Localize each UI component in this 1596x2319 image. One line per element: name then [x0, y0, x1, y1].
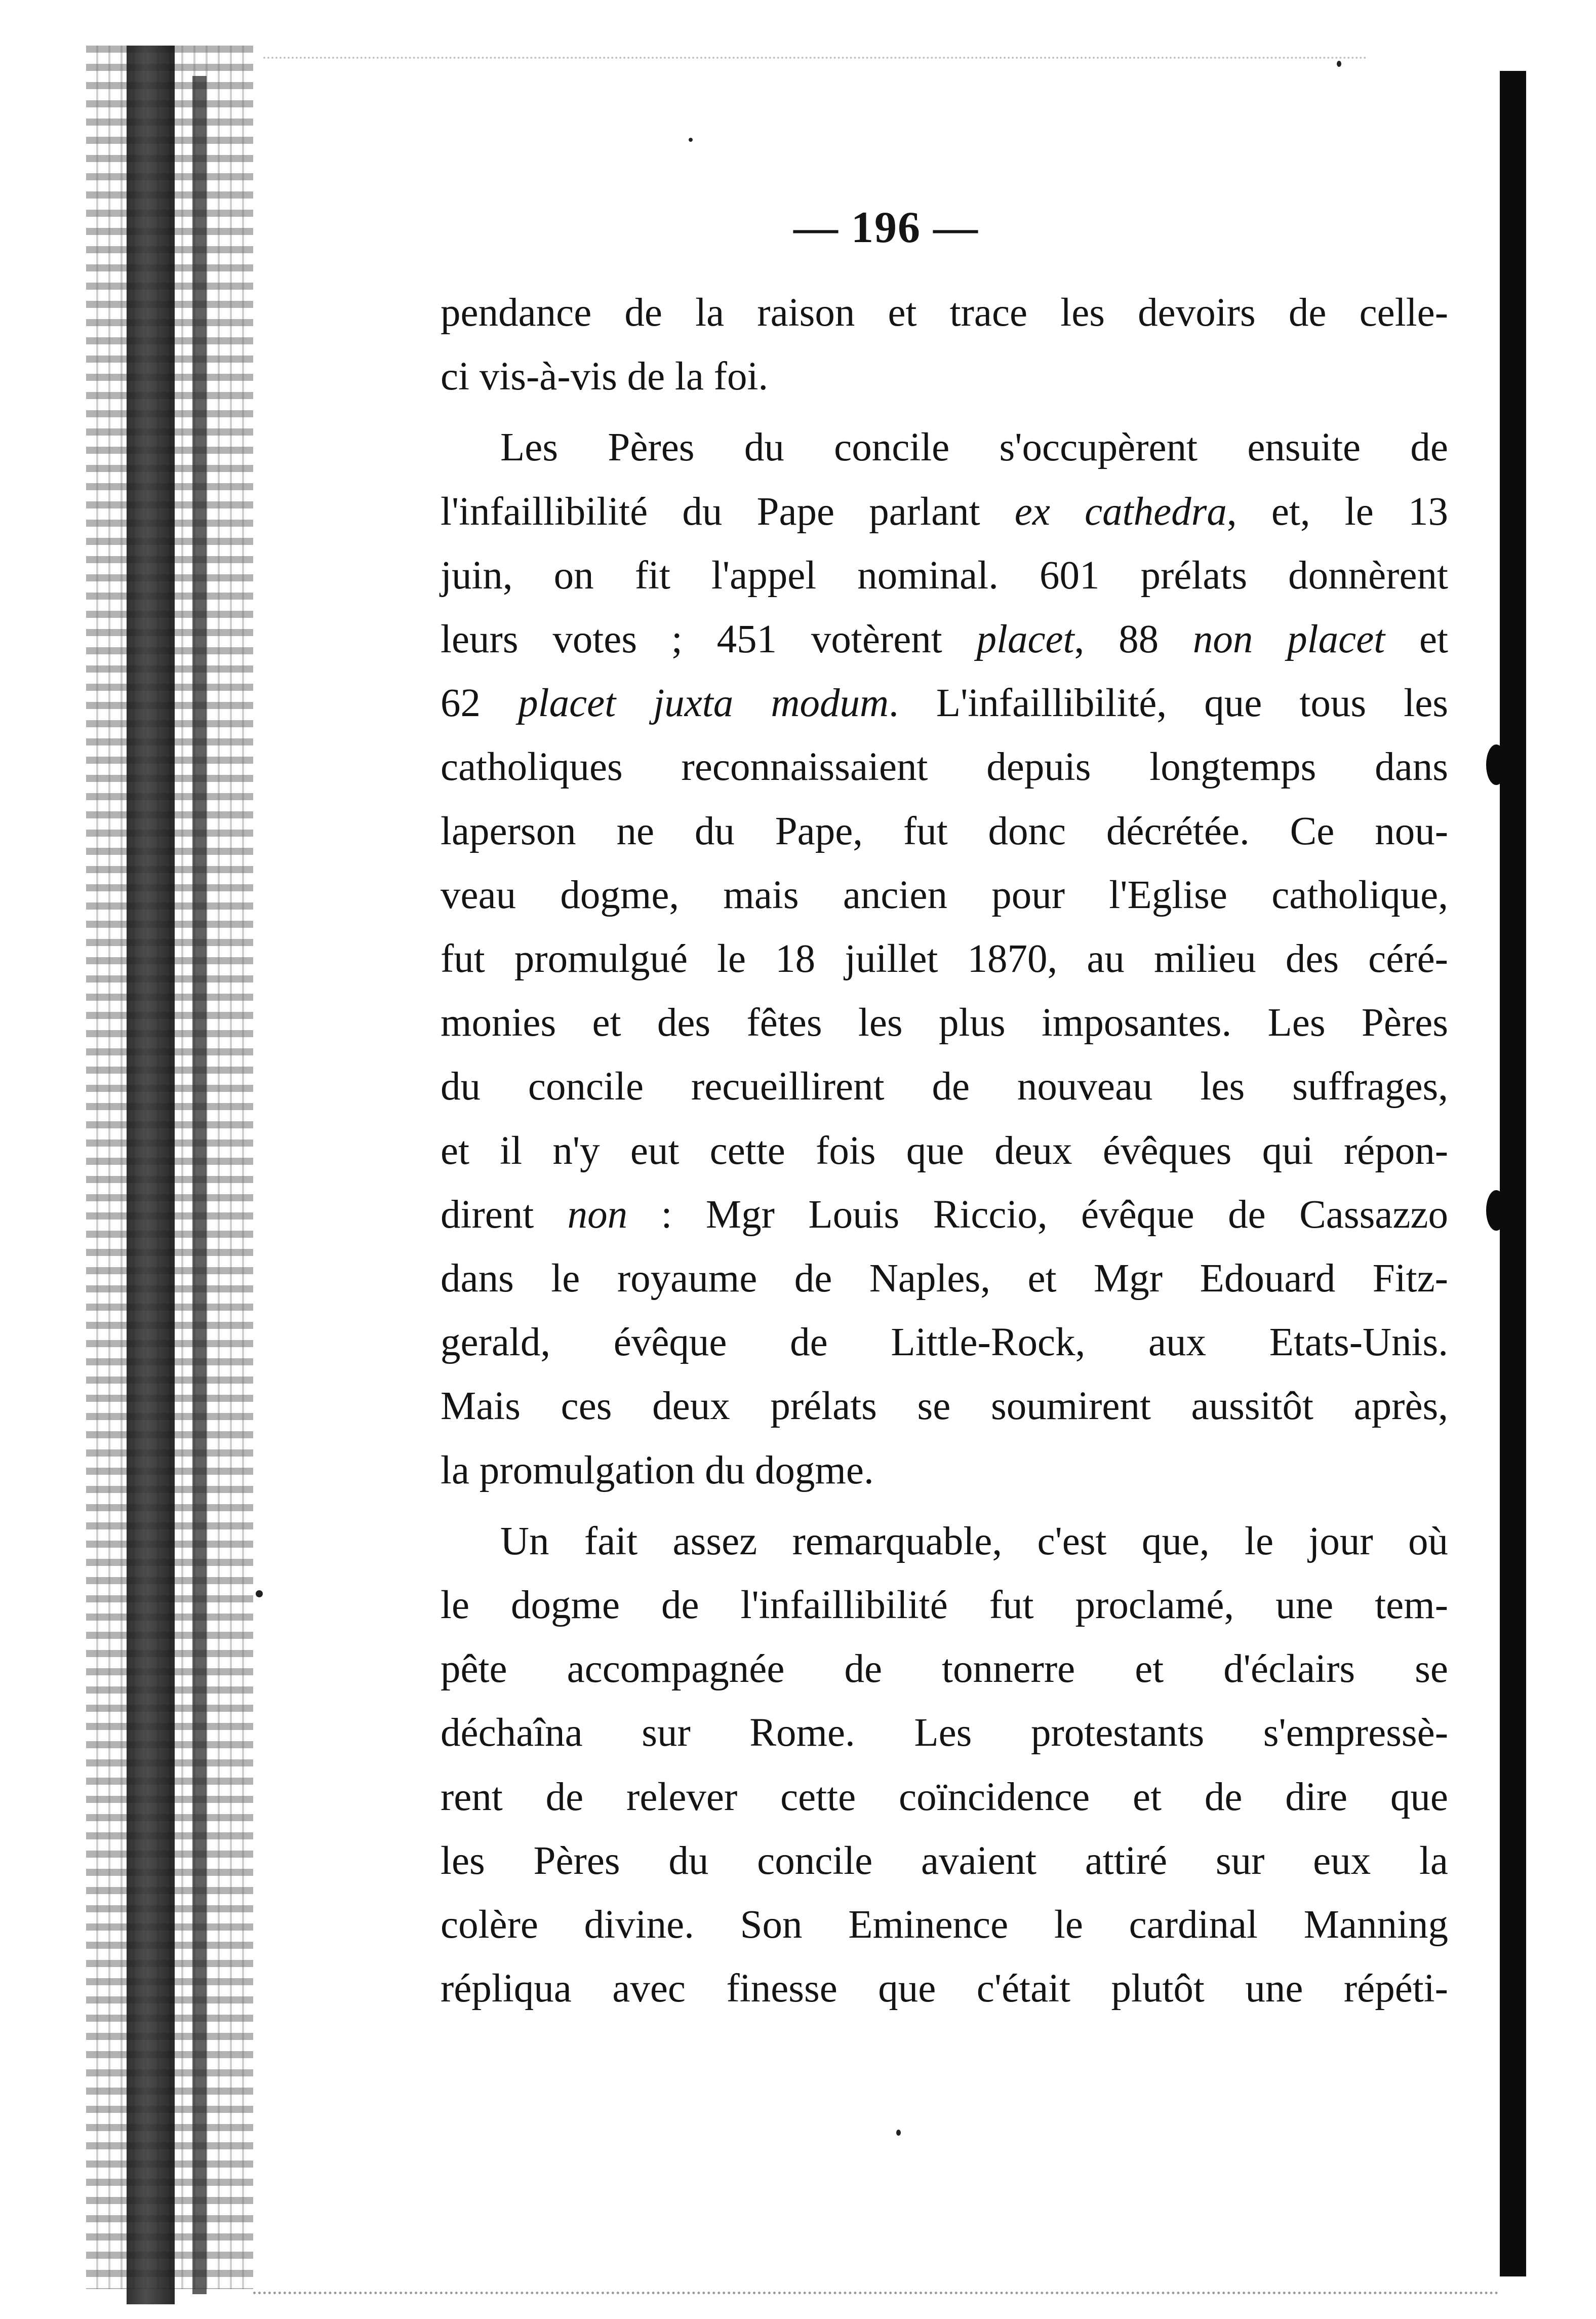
- text-line: dirent non : Mgr Louis Riccio, évêque de Cassazzo: [441, 1192, 1449, 1237]
- text-line: Les Pères du concile s'occupèrent ensuite de: [500, 425, 1448, 470]
- text-line: pête accompagnée de tonnerre et d'éclairs se: [441, 1647, 1448, 1692]
- text-line: catholiques reconnaissaient depuis longtemps dans: [441, 745, 1448, 790]
- binding-strip: [127, 46, 175, 2304]
- text-line: ci vis-à-vis de la foi.: [441, 355, 769, 399]
- text-line: Un fait assez remarquable, c'est que, le jour où: [500, 1519, 1448, 1563]
- text-line: rent de relever cette coïncidence et de dire que: [441, 1775, 1448, 1819]
- text-line: leurs votes ; 451 votèrent placet, 88 non placet et: [441, 617, 1449, 662]
- text-line: le dogme de l'infaillibilité fut proclamé, une tem-: [441, 1583, 1448, 1628]
- text-line: l'infaillibilité du Pape parlant ex cathedra, et, le 13: [441, 489, 1448, 534]
- ink-speck: [689, 138, 693, 142]
- bottom-scan-noise: [253, 2292, 1499, 2294]
- text-line: fut promulgué le 18 juillet 1870, au milieu des céré-: [441, 937, 1448, 981]
- right-edge-notch: [1486, 744, 1506, 785]
- right-page-edge: [1500, 71, 1526, 2276]
- text-line: veau dogme, mais ancien pour l'Eglise catholique,: [441, 873, 1448, 917]
- text-line: dans le royaume de Naples, et Mgr Edouard Fitz-: [441, 1256, 1448, 1301]
- text-line: répliqua avec finesse que c'était plutôt une répéti-: [441, 1967, 1448, 2011]
- text-line: monies et des fêtes les plus imposantes. Les Pères: [441, 1001, 1448, 1045]
- text-line: les Pères du concile avaient attiré sur eux la: [441, 1838, 1448, 1883]
- paragraph-tempest: [441, 1510, 1448, 2021]
- ink-speck: [256, 1590, 263, 1597]
- paragraph-continuation: [441, 281, 1448, 409]
- right-edge-notch: [1486, 1190, 1506, 1231]
- text-line: la promulgation du dogme.: [441, 1448, 874, 1492]
- text-line: juin, on fit l'appel nominal. 601 prélats donnèrent: [441, 553, 1448, 598]
- text-line: déchaîna sur Rome. Les protestants s'empressè-: [441, 1711, 1448, 1755]
- text-line: gerald, évêque de Little-Rock, aux Etats-Unis.: [441, 1320, 1448, 1365]
- paragraph-infallibility: [441, 416, 1448, 1502]
- page-number: — 196 —: [793, 203, 979, 252]
- text-line: du concile recueillirent de nouveau les suffrages,: [441, 1065, 1448, 1109]
- text-line: et il n'y eut cette fois que deux évêques qui répon-: [441, 1128, 1448, 1173]
- text-line: colère divine. Son Eminence le cardinal Manning: [441, 1903, 1448, 1947]
- text-line: pendance de la raison et trace les devoirs de celle-: [441, 291, 1448, 335]
- top-scan-noise: [263, 57, 1367, 59]
- binding-strip-inner: [192, 76, 207, 2294]
- text-line: 62 placet juxta modum. L'infaillibilité, que tous les: [441, 681, 1449, 726]
- text-line: laperson ne du Pape, fut donc décrétée. Ce nou-: [441, 809, 1448, 853]
- ink-speck: [1337, 61, 1341, 67]
- ink-speck: [896, 2130, 901, 2136]
- text-line: Mais ces deux prélats se soumirent aussitôt après,: [441, 1384, 1448, 1429]
- body-text: [441, 281, 1448, 2028]
